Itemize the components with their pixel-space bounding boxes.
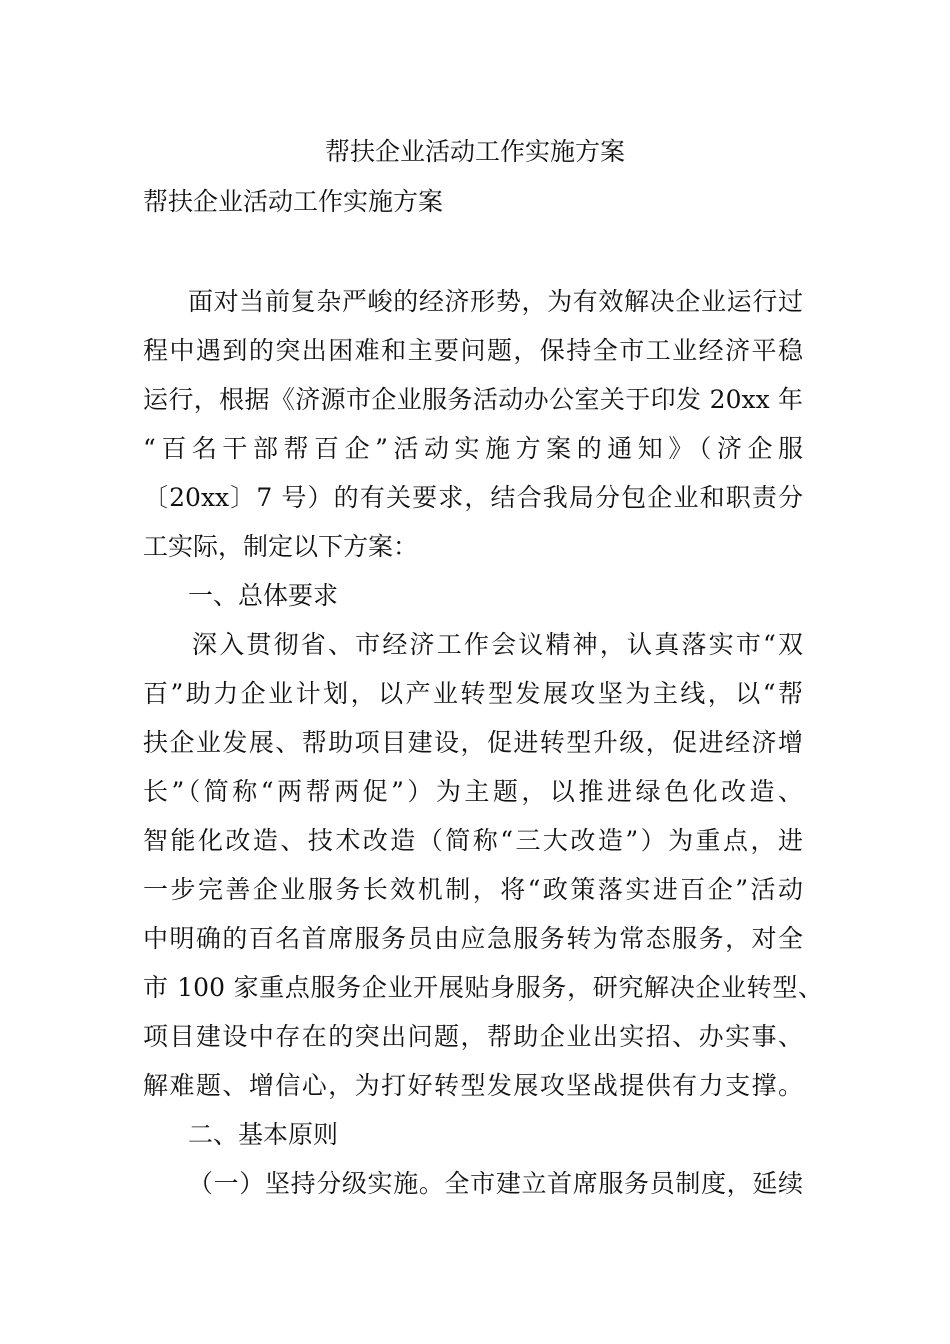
paragraph-line: 运行，根据《济源市企业服务活动办公室关于印发 20xx 年 xyxy=(143,385,803,414)
section-heading: 二、基本原则 xyxy=(188,1120,339,1149)
section-heading: 一、总体要求 xyxy=(188,581,339,610)
paragraph-line: 〔20xx〕7 号）的有关要求，结合我局分包企业和职责分 xyxy=(143,483,803,512)
paragraph-line: 智能化改造、技术改造（简称“三大改造”）为重点，进 xyxy=(143,826,803,855)
paragraph-line: 长”（简称“两帮两促”）为主题，以推进绿色化改造、 xyxy=(143,777,803,806)
paragraph-line: 市 100 家重点服务企业开展贴身服务，研究解决企业转型、 xyxy=(143,973,823,1002)
paragraph-line: 程中遇到的突出困难和主要问题，保持全市工业经济平稳 xyxy=(143,336,803,365)
document-title: 帮扶企业活动工作实施方案 xyxy=(324,137,625,166)
document-subtitle: 帮扶企业活动工作实施方案 xyxy=(143,187,444,216)
paragraph-line: 深入贯彻省、市经济工作会议精神，认真落实市“双 xyxy=(192,630,803,659)
paragraph-line: 中明确的百名首席服务员由应急服务转为常态服务，对全 xyxy=(143,924,803,953)
paragraph-line: 工实际，制定以下方案： xyxy=(143,532,419,561)
paragraph-line: 项目建设中存在的突出问题，帮助企业出实招、办实事、 xyxy=(143,1022,803,1051)
paragraph-line: 解难题、增信心，为打好转型发展攻坚战提供有力支撑。 xyxy=(143,1071,803,1100)
paragraph-line: （一）坚持分级实施。全市建立首席服务员制度，延续 xyxy=(188,1169,803,1198)
paragraph-line: “百名干部帮百企”活动实施方案的通知》（济企服 xyxy=(143,434,803,463)
paragraph-line: 面对当前复杂严峻的经济形势，为有效解决企业运行过 xyxy=(188,287,803,316)
paragraph-line: 一步完善企业服务长效机制，将“政策落实进百企”活动 xyxy=(143,875,803,904)
paragraph-line: 百”助力企业计划，以产业转型发展攻坚为主线，以“帮 xyxy=(143,679,803,708)
paragraph-line: 扶企业发展、帮助项目建设，促进转型升级，促进经济增 xyxy=(143,728,803,757)
